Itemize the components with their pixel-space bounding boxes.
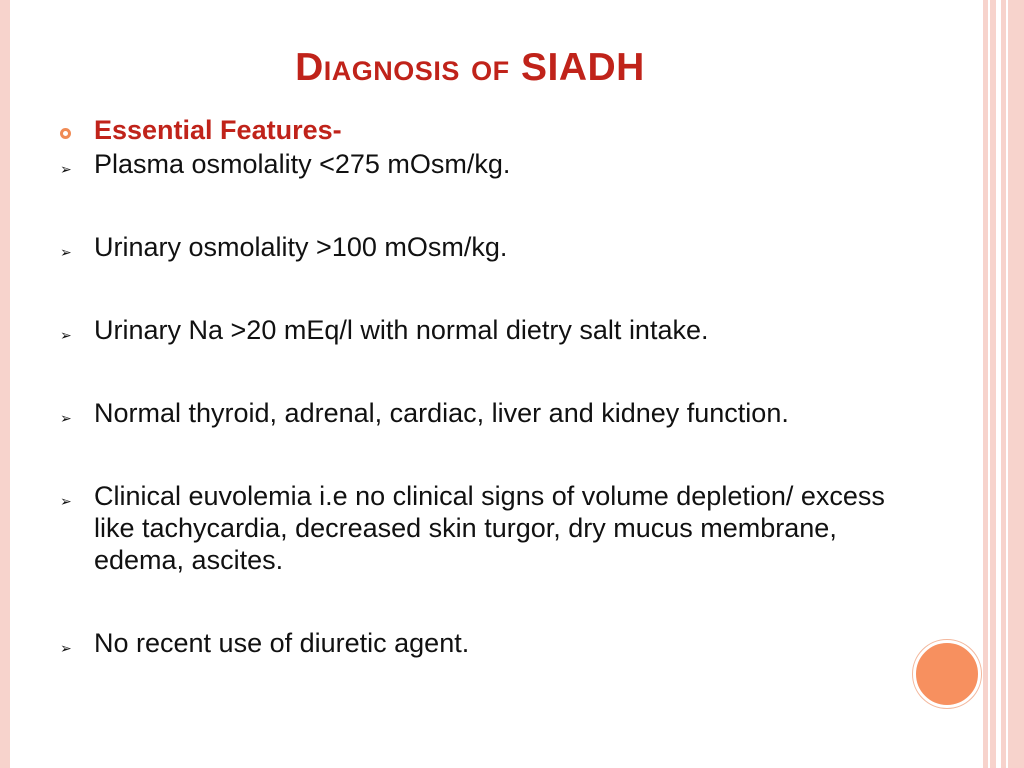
criterion-text: Normal thyroid, adrenal, cardiac, liver and kidney function. <box>94 398 789 428</box>
criterion-text: No recent use of diuretic agent. <box>94 628 470 658</box>
title-prefix: Diagnosis of <box>295 46 521 89</box>
criterion-text: Clinical euvolemia i.e no clinical signs of volume depletion/ excess like tachycardia, decreased skin turgor, dry mucus membrane, edema, ascites. <box>94 481 885 575</box>
right-frame-border <box>983 0 1024 768</box>
arrowhead-bullet-icon: ➢ <box>60 411 72 427</box>
features-heading-text: Essential Features- <box>94 115 342 145</box>
arrowhead-bullet-icon: ➢ <box>60 494 72 510</box>
frame-stripe <box>1006 0 1008 768</box>
left-frame-border <box>0 0 10 768</box>
criterion-item <box>60 314 920 346</box>
criterion-item <box>60 148 920 180</box>
features-heading <box>60 114 920 146</box>
slide-body <box>60 114 920 659</box>
frame-stripe <box>996 0 1001 768</box>
criterion-item <box>60 397 920 429</box>
arrowhead-bullet-icon: ➢ <box>60 245 72 261</box>
arrowhead-bullet-icon: ➢ <box>60 328 72 344</box>
arrowhead-bullet-icon: ➢ <box>60 162 72 178</box>
arrowhead-bullet-icon: ➢ <box>60 641 72 657</box>
criterion-item <box>60 231 920 263</box>
decorative-circle <box>913 640 981 708</box>
criterion-text: Urinary Na >20 mEq/l with normal dietry salt intake. <box>94 315 709 345</box>
criterion-item <box>60 480 920 576</box>
frame-stripe <box>988 0 990 768</box>
criterion-text: Urinary osmolality >100 mOsm/kg. <box>94 232 508 262</box>
criterion-item <box>60 627 920 659</box>
ring-bullet-icon <box>60 114 84 146</box>
criterion-text: Plasma osmolality <275 mOsm/kg. <box>94 149 511 179</box>
title-main: SIADH <box>521 46 645 89</box>
slide-title <box>0 46 940 90</box>
